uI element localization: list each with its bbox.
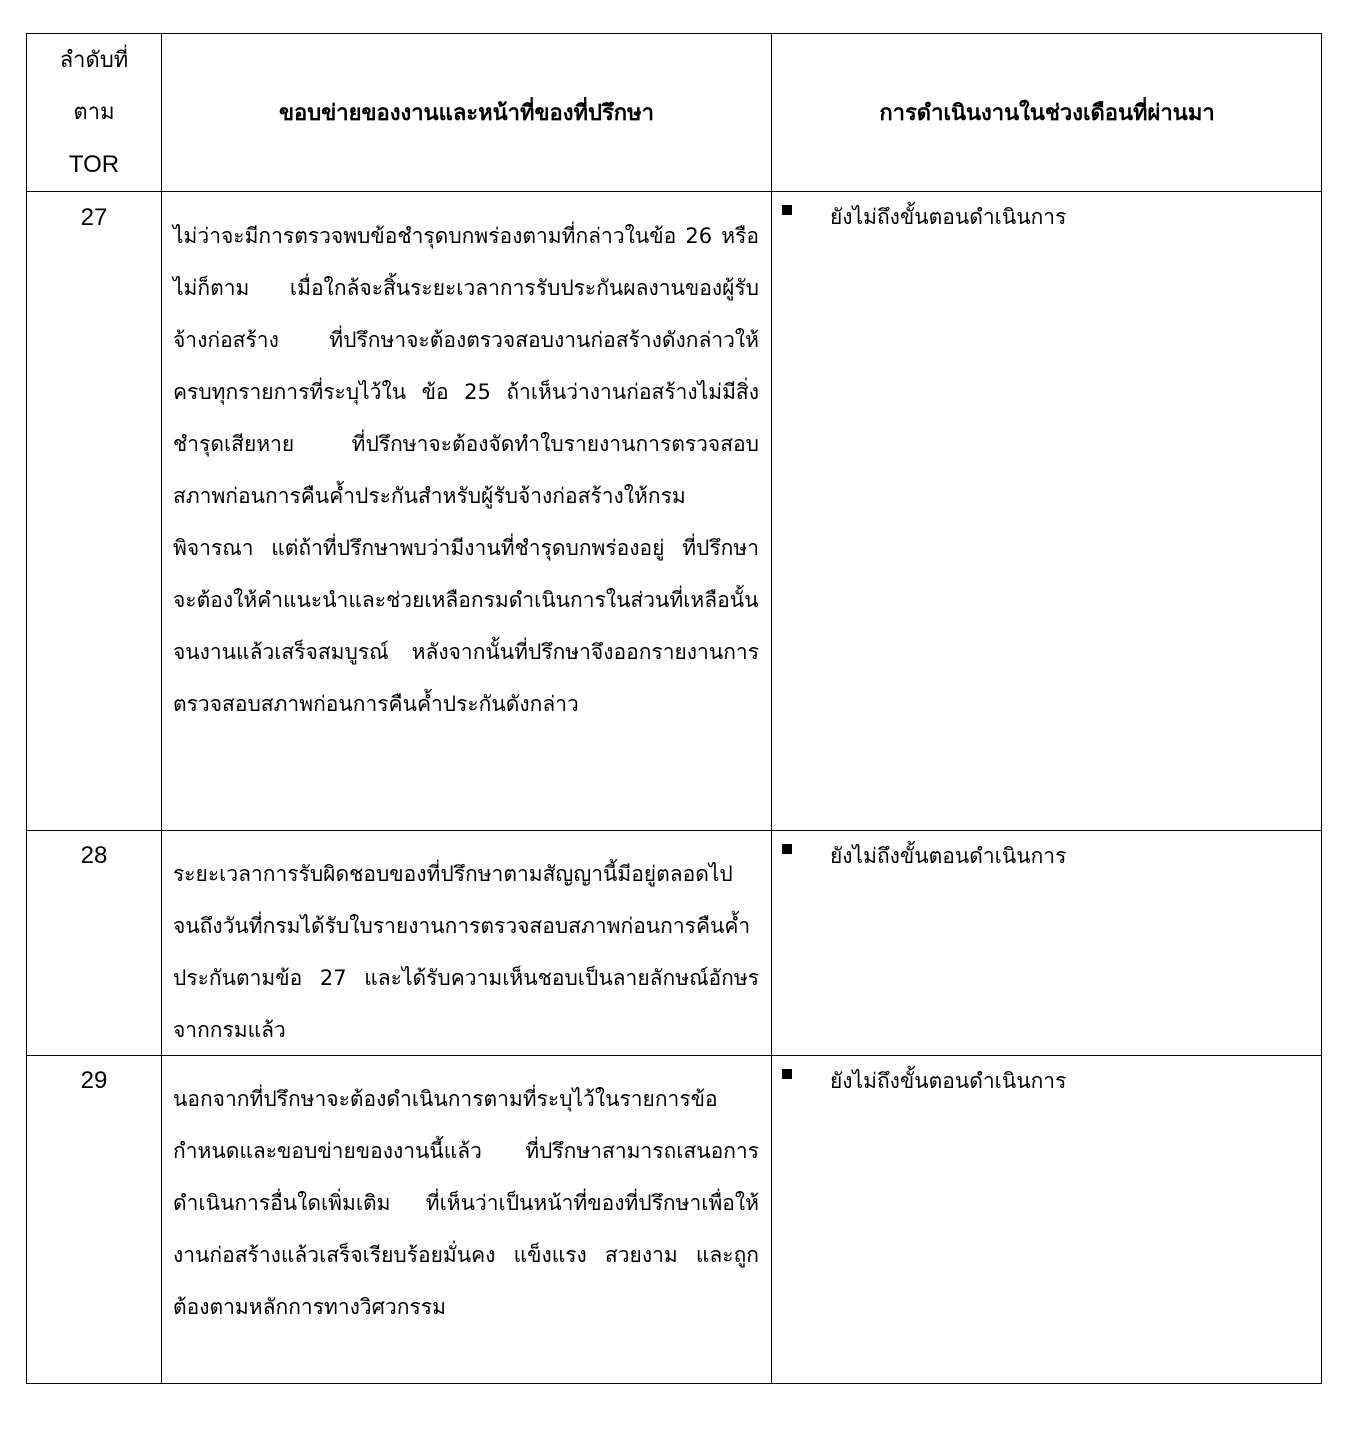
square-bullet-icon	[782, 844, 792, 854]
row-description: นอกจากที่ปรึกษาจะต้องดำเนินการตามที่ระบุไว้ในรายการข้อกำหนดและขอบข่ายของงานนี้แล้ว ที่ปรึกษาสามารถเสนอการดำเนินการอื่นใดเพิ่มเติม ที่เห็นว่าเป็นหน้าที่ของที่ปรึกษาเพื่อให้งานก่อสร้างแล้วเสร็จเรียบร้อยมั่นคง แข็งแรง สวยงาม และถูกต้องตามหลักการทางวิศวกรรม	[173, 1087, 759, 1319]
header-item-number	[27, 34, 161, 191]
square-bullet-icon	[782, 205, 792, 215]
row-status-text: ยังไม่ถึงขั้นตอนดำเนินการ	[830, 844, 1067, 868]
row-description: ไม่ว่าจะมีการตรวจพบข้อชำรุดบกพร่องตามที่กล่าวในข้อ 26 หรือไม่ก็ตาม เมื่อใกล้จะสิ้นระยะเวลาการรับประกันผลงานของผู้รับจ้างก่อสร้าง ที่ปรึกษาจะต้องตรวจสอบงานก่อสร้างดังกล่าวให้ ครบทุกรายการที่ระบุไว้ใน ข้อ 25 ถ้าเห็นว่างานก่อสร้างไม่มีสิ่งชำรุดเสียหาย ที่ปรึกษาจะต้องจัดทำใบรายงานการตรวจสอบสภาพก่อนการคืนค้ำประกันสำหรับผู้รับจ้างก่อสร้างให้กรมพิจารณา แต่ถ้าที่ปรึกษาพบว่ามีงานที่ชำรุดบกพร่องอยู่ ที่ปรึกษาจะต้องให้คำแนะนำและช่วยเหลือกรมดำเนินการในส่วนที่เหลือนั้นจนงานแล้วเสร็จสมบูรณ์ หลังจากนั้นที่ปรึกษาจึงออกรายงานการตรวจสอบสภาพก่อนการคืนค้ำประกันดังกล่าว	[173, 224, 759, 716]
row-divider	[27, 830, 1321, 831]
column-divider	[161, 34, 162, 1383]
scope-table	[26, 33, 1322, 1384]
square-bullet-icon	[782, 1069, 792, 1079]
header-scope: ขอบข่ายของงานและหน้าที่ของที่ปรึกษา	[279, 101, 654, 126]
row-description: ระยะเวลาการรับผิดชอบของที่ปรึกษาตามสัญญานี้มีอยู่ตลอดไป จนถึงวันที่กรมได้รับใบรายงานการตรวจสอบสภาพก่อนการคืนค้ำประกันตามข้อ 27 และได้รับความเห็นชอบเป็นลายลักษณ์อักษรจากกรมแล้ว	[173, 862, 759, 1042]
row-number: 28	[80, 842, 108, 869]
header-progress: การดำเนินงานในช่วงเดือนที่ผ่านมา	[879, 101, 1215, 126]
header-item-number-line2: ตาม	[73, 99, 115, 125]
row-status	[782, 830, 1066, 882]
row-divider	[27, 191, 1321, 192]
row-number: 27	[80, 204, 108, 231]
header-item-number-line3: TOR	[68, 150, 120, 178]
column-divider	[771, 34, 772, 1383]
row-status-text: ยังไม่ถึงขั้นตอนดำเนินการ	[830, 1069, 1067, 1093]
row-status-text: ยังไม่ถึงขั้นตอนดำเนินการ	[830, 205, 1067, 229]
header-item-number-line1: ลำดับที่	[59, 47, 129, 73]
row-status	[782, 191, 1066, 243]
row-status	[782, 1055, 1066, 1107]
row-number: 29	[80, 1067, 108, 1094]
